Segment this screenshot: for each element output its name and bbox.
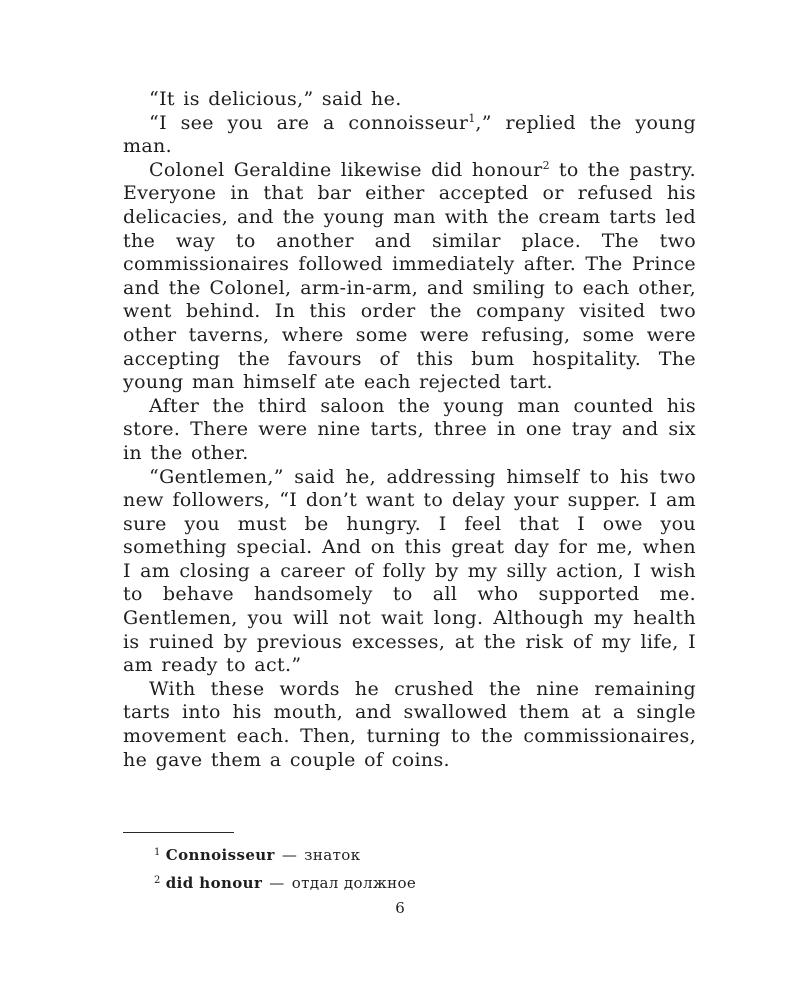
- paragraph-2: [123, 112, 696, 159]
- footnotes: [154, 840, 674, 896]
- footnote-divider: [123, 832, 234, 833]
- paragraph-3-text-a: Colonel Geraldine likewise did honour: [149, 158, 543, 181]
- footnote-2-dash: —: [269, 874, 285, 892]
- paragraph-1: “It is delicious,” said he.: [149, 88, 402, 110]
- footnote-ref-1: 1: [468, 111, 476, 125]
- footnote-1-dash: —: [281, 846, 298, 864]
- footnote-2-term: did honour: [165, 874, 263, 892]
- footnote-1: [154, 840, 674, 868]
- paragraph-3-text-b: to the pastry. Everyone in that bar either accepted or refused his delicacies, and the young man with the cream tarts led the way to another and similar place. The two commissionaires followed immediately after. The Prince and the Colonel, arm-in-arm, and smiling to each other, went behind. In this order the company visited two other taverns, where some were refusing, some were accepting the favours of this bum hospitality. The young man himself ate each rejected tart.: [123, 158, 696, 394]
- paragraph-3: [123, 159, 696, 395]
- footnote-1-mark: 1: [154, 847, 161, 858]
- footnote-1-term: Connoisseur: [165, 846, 275, 864]
- paragraph-5: “Gentlemen,” said he, addressing himself to his two new followers, “I don’t want to delay your supper. I am sure you must be hungry. I feel that I owe you something special. And on this great day for me, when I am closing a career of folly by my silly action, I wish to behave handsomely to all who supported me. Gentlemen, you will not wait long. Although my health is ruined by previous excesses, at the risk of my life, I am ready to act.”: [123, 465, 696, 677]
- footnote-2-mark: 2: [154, 875, 161, 886]
- paragraph-2-text-b: ,” replied the young man.: [123, 111, 696, 158]
- paragraph-4: After the third saloon the young man counted his store. There were nine tarts, three in one tray and six in the other.: [123, 394, 696, 464]
- footnote-ref-2: 2: [542, 158, 550, 172]
- footnote-2: [154, 868, 674, 896]
- page-body: [123, 88, 696, 772]
- paragraph-6: With these words he crushed the nine remaining tarts into his mouth, and swallowed them at a single movement each. Then, turning to the commissionaires, he gave them a couple of coins.: [123, 677, 696, 771]
- footnote-2-translation: отдал должное: [291, 874, 417, 892]
- paragraph-2-text-a: “I see you are a connoisseur: [149, 111, 469, 134]
- page-number: 6: [395, 899, 405, 917]
- footnote-1-translation: знаток: [304, 846, 361, 864]
